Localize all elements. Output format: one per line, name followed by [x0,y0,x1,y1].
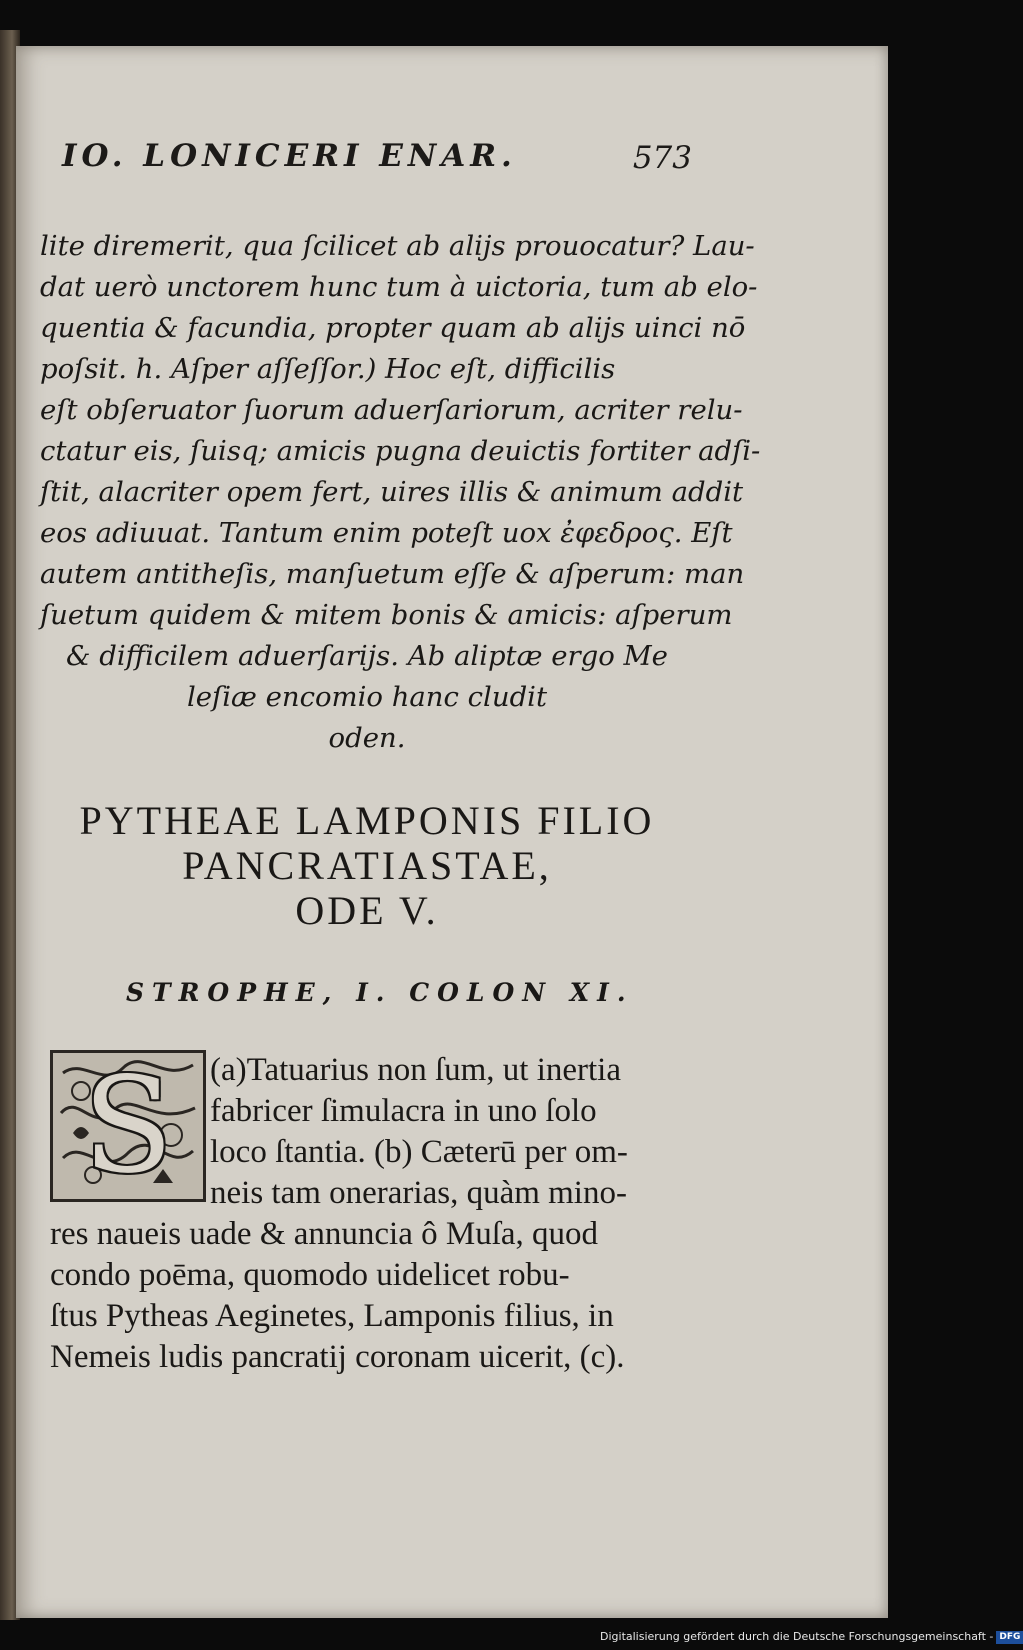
commentary-line: dat uerò unctorem hunc tum à uictoria, tum ab elo- [40,271,758,303]
funding-footer [600,1628,1021,1646]
commentary-line: quentia & facundia, propter quam ab alijs uinci nō [40,312,746,344]
ode-title-line: PANCRATIASTAE, [182,843,552,888]
book-page [16,46,888,1618]
ode-title-line: PYTHEAE LAMPONIS FILIO [79,798,655,843]
commentary-line: ctatur eis, ſuisq; amicis pugna deuictis fortiter adſi- [40,435,761,467]
commentary-line: poſsit. h. Aſper aſſeſſor.) Hoc eſt, difficilis [40,353,616,385]
ode-line: res naueis uade & annuncia ô Muſa, quod [50,1216,599,1252]
commentary-line: & difficilem aduerſarijs. Ab aliptæ ergo Me [66,640,668,672]
commentary-line: eos adiuuat. Tantum enim poteſt uox ἐφεδρος. Eſt [40,517,733,549]
funding-text: Digitalisierung gefördert durch die Deutsche Forschungsgemeinschaft - [600,1630,994,1643]
running-head-title: IO. LONICERI ENAR. [62,138,517,174]
ode-line: (a)Tatuarius non ſum, ut inertia [210,1052,621,1088]
commentary-line: ſtit, alacriter opem fert, uires illis & animum addit [40,476,744,508]
dfg-logo: DFG [996,1631,1023,1644]
commentary-line: eſt obſeruator ſuorum aduerſariorum, acriter relu- [40,394,743,426]
commentary-line: autem antitheſis, manſuetum eſſe & aſperum: man [40,558,745,590]
commentary-text [40,226,761,759]
ode-line: loco ſtantia. (b) Cæterū per om- [210,1134,628,1170]
ode-line: condo poēma, quomodo uidelicet robu- [50,1257,570,1293]
running-head [62,138,692,188]
ode-line: fabricer ſimulacra in uno ſolo [210,1093,597,1129]
strophe-heading: STROPHE, I. COLON XI. [126,978,634,1007]
commentary-line: lite diremerit, qua ſcilicet ab alijs prouocatur? Lau- [40,230,755,262]
commentary-line: oden. [328,722,406,754]
commentary-line: leſiæ encomio hanc cludit [186,681,548,713]
ode-title-line: ODE V. [295,888,439,933]
ode-text [50,1050,690,1378]
page-number: 573 [632,140,692,176]
ode-line: neis tam onerarias, quàm mino- [210,1175,627,1211]
commentary-line: ſuetum quidem & mitem bonis & amicis: aſperum [40,599,733,631]
ode-line: ſtus Pytheas Aeginetes, Lamponis filius, in [50,1298,614,1334]
initial-letter: S [82,1049,174,1203]
ode-line: Nemeis ludis pancratij coronam uicerit, (c). [50,1339,625,1375]
ode-title [46,798,688,933]
